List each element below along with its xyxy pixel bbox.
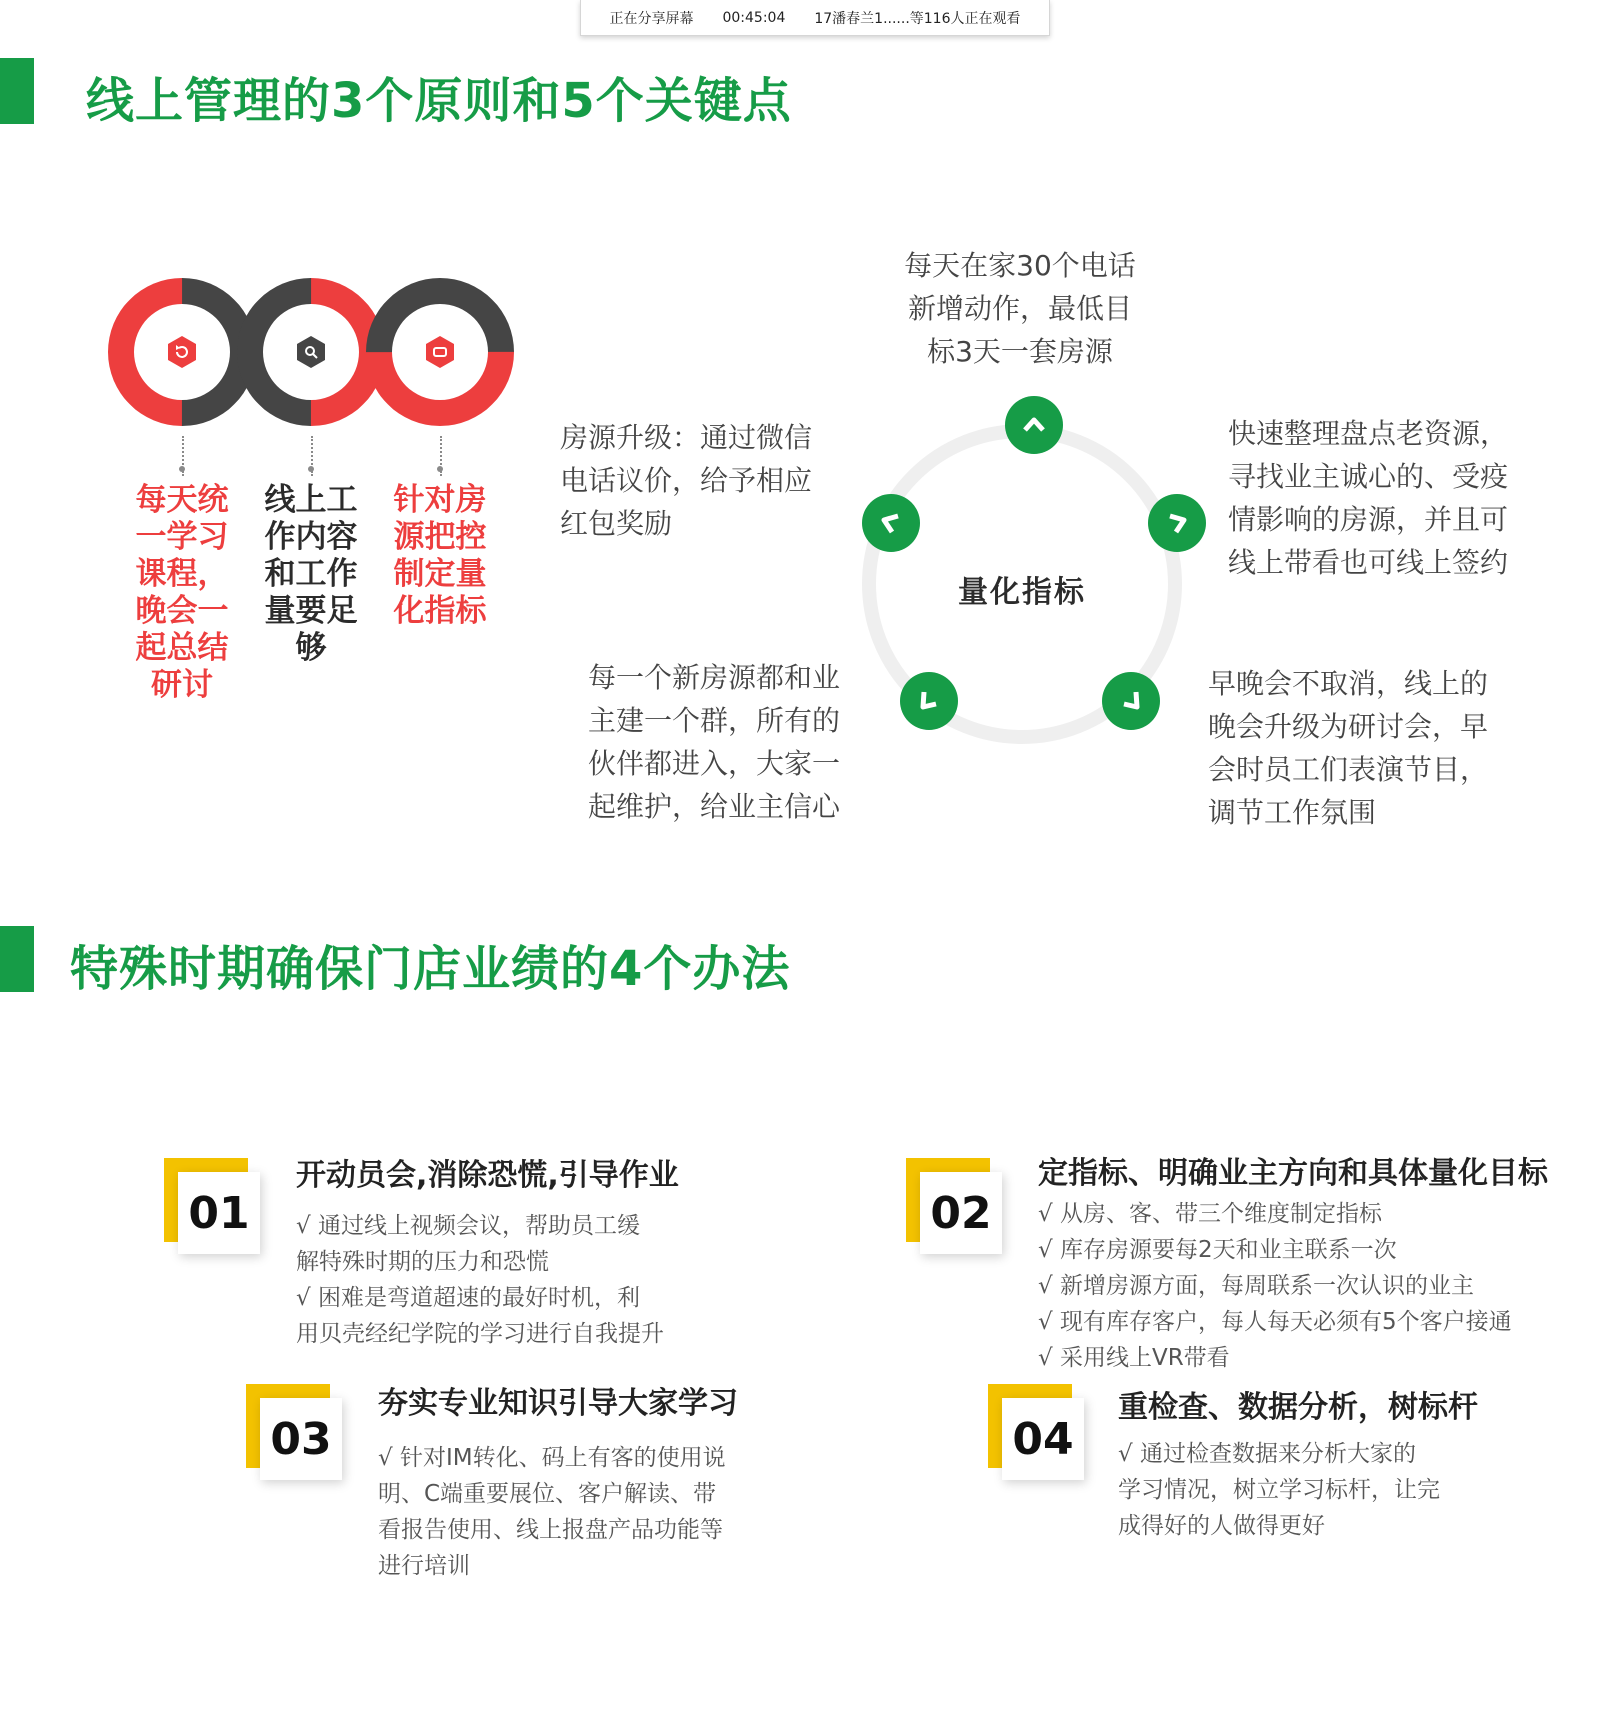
chevron-left-icon bbox=[862, 494, 920, 552]
method-title-01: 开动员会,消除恐慌,引导作业 bbox=[296, 1158, 679, 1193]
method-number-02: 02 bbox=[906, 1158, 1002, 1254]
method-line: 用贝壳经纪学院的学习进行自我提升 bbox=[296, 1321, 664, 1347]
principle-text-3: 针对房源把控制定量化指标 bbox=[393, 482, 487, 629]
method-number-03: 03 bbox=[246, 1384, 342, 1480]
method-number-04: 04 bbox=[988, 1384, 1084, 1480]
key-point-left: 房源升级：通过微信电话议价，给予相应红包奖励 bbox=[560, 421, 813, 540]
method-title-03: 夯实专业知识引导大家学习 bbox=[378, 1386, 738, 1421]
section-marker bbox=[0, 58, 34, 124]
method-title-04: 重检查、数据分析，树标杆 bbox=[1118, 1390, 1478, 1425]
refresh-icon bbox=[165, 335, 199, 369]
share-status: 正在分享屏幕 bbox=[609, 10, 694, 27]
method-line: √ 从房、客、带三个维度制定指标 bbox=[1038, 1201, 1382, 1227]
method-line: √ 库存房源要每2天和业主联系一次 bbox=[1038, 1237, 1397, 1263]
share-timer: 00:45:04 bbox=[722, 9, 786, 26]
method-line: 解特殊时期的压力和恐慌 bbox=[296, 1249, 549, 1275]
principle-text-2: 线上工作内容和工作量要足够 bbox=[264, 482, 358, 666]
chevron-down-left-icon bbox=[900, 672, 958, 730]
method-line: √ 困难是弯道超速的最好时机，利 bbox=[296, 1285, 640, 1311]
method-body-04 bbox=[1118, 1436, 1498, 1544]
chevron-up-icon bbox=[1005, 396, 1063, 454]
section-marker bbox=[0, 926, 34, 992]
connector-dot-3 bbox=[437, 466, 443, 472]
method-line: √ 现有库存客户，每人每天必须有5个客户接通 bbox=[1038, 1309, 1512, 1335]
method-line: 成得好的人做得更好 bbox=[1118, 1513, 1325, 1539]
method-line: √ 通过线上视频会议，帮助员工缓 bbox=[296, 1213, 640, 1239]
chevron-down-right-icon bbox=[1102, 672, 1160, 730]
method-line: √ 采用线上VR带看 bbox=[1038, 1345, 1230, 1371]
key-point-bottom-left: 每一个新房源都和业主建一个群，所有的伙伴都进入，大家一起维护，给业主信心 bbox=[588, 661, 841, 823]
cycle-center-label: 量化指标 bbox=[958, 575, 1086, 610]
screen-share-bar[interactable] bbox=[580, 0, 1050, 36]
method-body-03 bbox=[378, 1440, 778, 1584]
principles-rings bbox=[108, 278, 528, 448]
method-body-02 bbox=[1038, 1196, 1598, 1376]
key-point-bottom-right: 早晚会不取消，线上的晚会升级为研讨会，早会时员工们表演节目，调节工作氛围 bbox=[1208, 667, 1489, 829]
method-line: 看报告使用、线上报盘产品功能等 bbox=[378, 1517, 723, 1543]
section1-title: 线上管理的3个原则和5个关键点 bbox=[86, 73, 792, 129]
chevron-right-icon bbox=[1148, 494, 1206, 552]
connector-dot-1 bbox=[179, 466, 185, 472]
method-title-02: 定指标、明确业主方向和具体量化目标 bbox=[1038, 1156, 1548, 1191]
method-line: √ 针对IM转化、码上有客的使用说 bbox=[378, 1445, 726, 1471]
connector-dot-2 bbox=[308, 466, 314, 472]
cycle-icon bbox=[423, 335, 457, 369]
section2-title: 特殊时期确保门店业绩的4个办法 bbox=[70, 941, 791, 997]
method-body-01 bbox=[296, 1208, 716, 1352]
method-line: √ 新增房源方面，每周联系一次认识的业主 bbox=[1038, 1273, 1474, 1299]
key-point-right: 快速整理盘点老资源，寻找业主诚心的、受疫情影响的房源，并且可线上带看也可线上签约 bbox=[1228, 417, 1509, 579]
method-line: 进行培训 bbox=[378, 1553, 470, 1579]
key-point-top: 每天在家30个电话新增动作，最低目标3天一套房源 bbox=[904, 249, 1136, 368]
method-number-01: 01 bbox=[164, 1158, 260, 1254]
search-icon bbox=[294, 335, 328, 369]
viewer-count: 17潘春兰1......等116人正在观看 bbox=[814, 10, 1021, 27]
method-line: 明、C端重要展位、客户解读、带 bbox=[378, 1481, 717, 1507]
method-line: 学习情况，树立学习标杆，让完 bbox=[1118, 1477, 1440, 1503]
principle-text-1: 每天统一学习课程，晚会一起总结研讨 bbox=[135, 482, 229, 703]
method-line: √ 通过检查数据来分析大家的 bbox=[1118, 1441, 1416, 1467]
